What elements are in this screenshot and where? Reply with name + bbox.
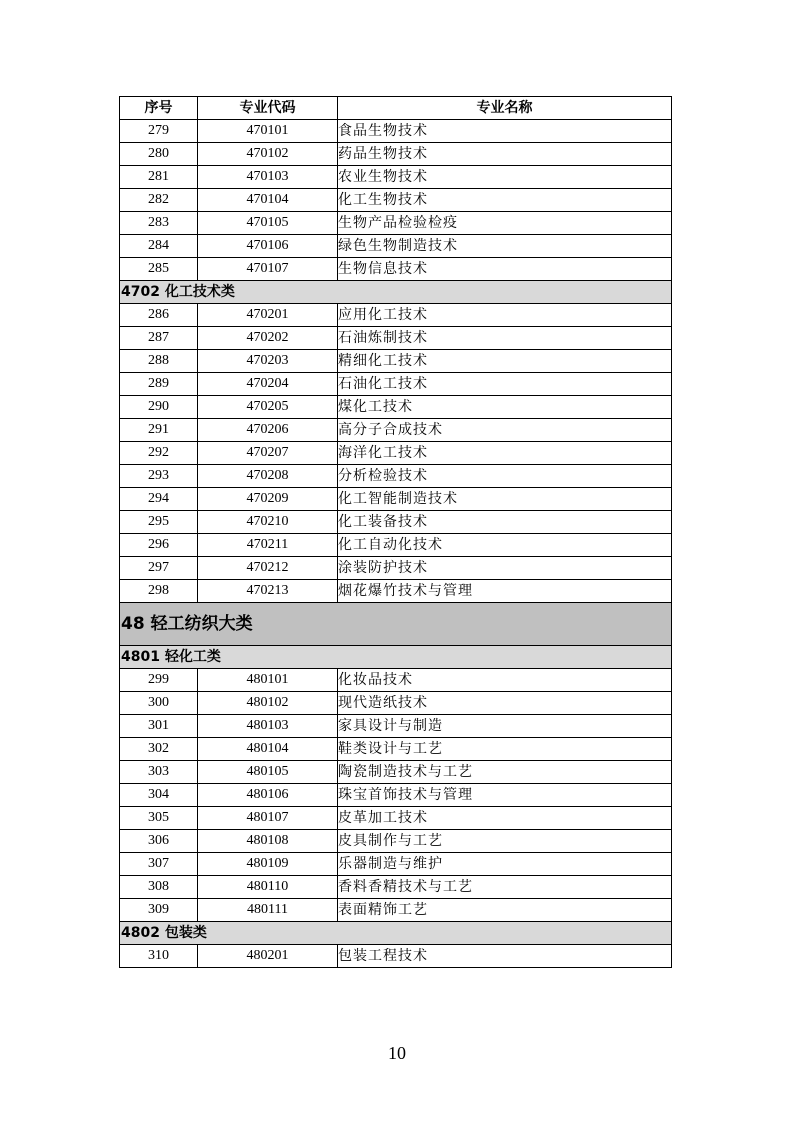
major-name: 应用化工技术: [338, 304, 672, 327]
table-row: [120, 143, 672, 166]
table-body: [120, 120, 672, 968]
major-name: 化工智能制造技术: [338, 488, 672, 511]
major-name: 农业生物技术: [338, 166, 672, 189]
major-code: 480109: [198, 853, 338, 876]
row-number: 285: [120, 258, 198, 281]
row-number: 284: [120, 235, 198, 258]
subcategory-label: 4801 轻化工类: [120, 646, 672, 669]
table-row: [120, 580, 672, 603]
table-row: [120, 189, 672, 212]
table-row: [120, 557, 672, 580]
major-name: 化工生物技术: [338, 189, 672, 212]
row-number: 310: [120, 945, 198, 968]
table-row: [120, 899, 672, 922]
major-name: 分析检验技术: [338, 465, 672, 488]
row-number: 279: [120, 120, 198, 143]
major-code: 480201: [198, 945, 338, 968]
major-name: 煤化工技术: [338, 396, 672, 419]
row-number: 297: [120, 557, 198, 580]
row-number: 282: [120, 189, 198, 212]
subcategory-row: [120, 646, 672, 669]
row-number: 309: [120, 899, 198, 922]
major-code: 470210: [198, 511, 338, 534]
major-code: 470101: [198, 120, 338, 143]
row-number: 295: [120, 511, 198, 534]
major-name: 海洋化工技术: [338, 442, 672, 465]
table-row: [120, 235, 672, 258]
table-row: [120, 830, 672, 853]
table-row: [120, 534, 672, 557]
table-row: [120, 465, 672, 488]
major-code: 470107: [198, 258, 338, 281]
major-name: 皮革加工技术: [338, 807, 672, 830]
table-row: [120, 327, 672, 350]
major-name: 高分子合成技术: [338, 419, 672, 442]
row-number: 300: [120, 692, 198, 715]
table-row: [120, 396, 672, 419]
major-table: [119, 96, 672, 968]
table-row: [120, 166, 672, 189]
row-number: 305: [120, 807, 198, 830]
row-number: 304: [120, 784, 198, 807]
major-name: 陶瓷制造技术与工艺: [338, 761, 672, 784]
row-number: 296: [120, 534, 198, 557]
major-code: 470103: [198, 166, 338, 189]
major-code: 480102: [198, 692, 338, 715]
subcategory-label: 4702 化工技术类: [120, 281, 672, 304]
table-row: [120, 853, 672, 876]
table-row: [120, 715, 672, 738]
table-header-row: [120, 97, 672, 120]
row-number: 287: [120, 327, 198, 350]
major-name: 现代造纸技术: [338, 692, 672, 715]
major-name: 表面精饰工艺: [338, 899, 672, 922]
major-code: 470203: [198, 350, 338, 373]
major-name: 石油化工技术: [338, 373, 672, 396]
major-name: 食品生物技术: [338, 120, 672, 143]
row-number: 292: [120, 442, 198, 465]
major-code: 480107: [198, 807, 338, 830]
major-code: 470202: [198, 327, 338, 350]
table-row: [120, 373, 672, 396]
table-row: [120, 442, 672, 465]
major-name: 生物信息技术: [338, 258, 672, 281]
table-row: [120, 304, 672, 327]
row-number: 307: [120, 853, 198, 876]
major-name: 家具设计与制造: [338, 715, 672, 738]
table-row: [120, 212, 672, 235]
major-name: 香料香精技术与工艺: [338, 876, 672, 899]
row-number: 290: [120, 396, 198, 419]
major-name: 化妆品技术: [338, 669, 672, 692]
major-code: 470212: [198, 557, 338, 580]
major-code: 470206: [198, 419, 338, 442]
major-code: 470201: [198, 304, 338, 327]
major-name: 生物产品检验检疫: [338, 212, 672, 235]
major-code: 480104: [198, 738, 338, 761]
major-code: 470102: [198, 143, 338, 166]
header-num: 序号: [120, 97, 198, 120]
major-code: 470205: [198, 396, 338, 419]
major-name: 皮具制作与工艺: [338, 830, 672, 853]
row-number: 299: [120, 669, 198, 692]
major-code: 470106: [198, 235, 338, 258]
table-row: [120, 120, 672, 143]
row-number: 308: [120, 876, 198, 899]
table-row: [120, 807, 672, 830]
table-row: [120, 761, 672, 784]
major-code: 470209: [198, 488, 338, 511]
row-number: 301: [120, 715, 198, 738]
major-name: 化工自动化技术: [338, 534, 672, 557]
row-number: 291: [120, 419, 198, 442]
category-row: [120, 603, 672, 646]
table-row: [120, 738, 672, 761]
table-row: [120, 350, 672, 373]
row-number: 303: [120, 761, 198, 784]
major-name: 珠宝首饰技术与管理: [338, 784, 672, 807]
major-name: 绿色生物制造技术: [338, 235, 672, 258]
major-code: 480111: [198, 899, 338, 922]
major-name: 烟花爆竹技术与管理: [338, 580, 672, 603]
table-row: [120, 419, 672, 442]
header-code: 专业代码: [198, 97, 338, 120]
major-code: 480106: [198, 784, 338, 807]
row-number: 293: [120, 465, 198, 488]
page-number: 10: [388, 1043, 406, 1063]
table-row: [120, 669, 672, 692]
row-number: 281: [120, 166, 198, 189]
table-row: [120, 945, 672, 968]
category-label: 48 轻工纺织大类: [120, 603, 672, 646]
subcategory-label: 4802 包装类: [120, 922, 672, 945]
major-code: 470104: [198, 189, 338, 212]
subcategory-row: [120, 922, 672, 945]
table-row: [120, 511, 672, 534]
major-code: 480103: [198, 715, 338, 738]
table-row: [120, 876, 672, 899]
row-number: 298: [120, 580, 198, 603]
major-name: 石油炼制技术: [338, 327, 672, 350]
major-name: 精细化工技术: [338, 350, 672, 373]
table-row: [120, 692, 672, 715]
major-code: 480110: [198, 876, 338, 899]
row-number: 289: [120, 373, 198, 396]
major-name: 包装工程技术: [338, 945, 672, 968]
major-code: 480101: [198, 669, 338, 692]
header-name: 专业名称: [338, 97, 672, 120]
row-number: 283: [120, 212, 198, 235]
row-number: 302: [120, 738, 198, 761]
major-name: 药品生物技术: [338, 143, 672, 166]
table-row: [120, 488, 672, 511]
major-name: 鞋类设计与工艺: [338, 738, 672, 761]
table-row: [120, 258, 672, 281]
major-code: 480108: [198, 830, 338, 853]
row-number: 306: [120, 830, 198, 853]
row-number: 288: [120, 350, 198, 373]
major-code: 480105: [198, 761, 338, 784]
row-number: 286: [120, 304, 198, 327]
major-code: 470207: [198, 442, 338, 465]
major-code: 470213: [198, 580, 338, 603]
table-row: [120, 784, 672, 807]
subcategory-row: [120, 281, 672, 304]
major-name: 化工装备技术: [338, 511, 672, 534]
row-number: 280: [120, 143, 198, 166]
major-name: 涂装防护技术: [338, 557, 672, 580]
major-code: 470211: [198, 534, 338, 557]
major-name: 乐器制造与维护: [338, 853, 672, 876]
major-code: 470204: [198, 373, 338, 396]
row-number: 294: [120, 488, 198, 511]
major-code: 470105: [198, 212, 338, 235]
major-code: 470208: [198, 465, 338, 488]
